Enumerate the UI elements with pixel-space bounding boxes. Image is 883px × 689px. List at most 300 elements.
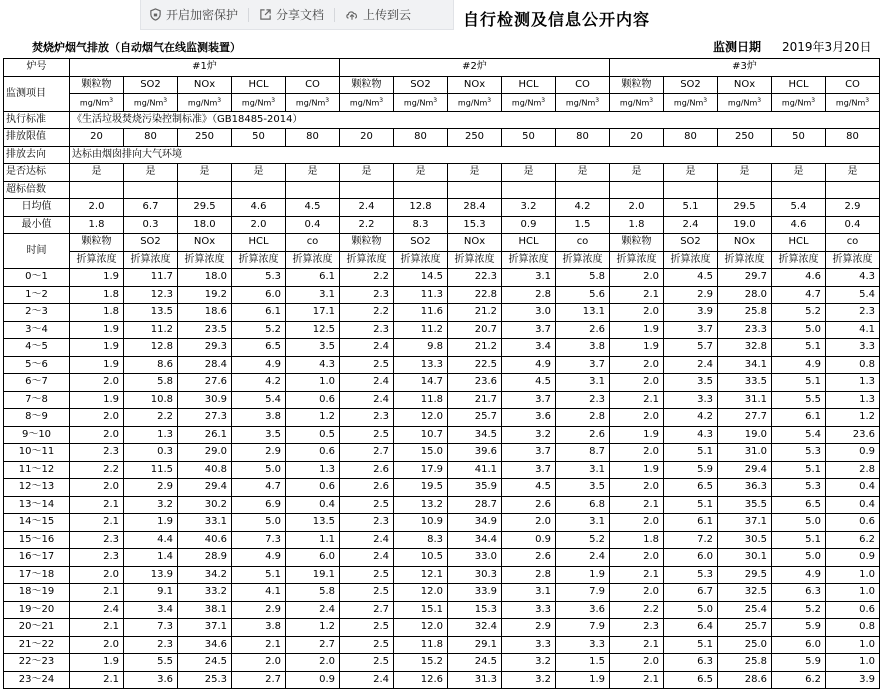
- pollutant-header: 颗粒物: [340, 76, 394, 94]
- limit-label: 排放限值: [4, 129, 70, 147]
- value-cell: 28.7: [448, 496, 502, 514]
- value-cell: 13.9: [124, 566, 178, 584]
- value-cell: 2.1: [610, 566, 664, 584]
- value-cell: 5.5: [124, 654, 178, 672]
- value-cell: 8.6: [124, 356, 178, 374]
- min-value: 18.0: [178, 216, 232, 234]
- pollutant-header: co: [556, 234, 610, 252]
- compliant-value: 是: [178, 164, 232, 182]
- value-cell: 2.8: [502, 286, 556, 304]
- daily-value: 4.6: [232, 199, 286, 217]
- value-cell: 14.7: [394, 374, 448, 392]
- value-cell: 0.9: [826, 444, 880, 462]
- value-cell: 2.4: [340, 531, 394, 549]
- limit-value: 20: [70, 129, 124, 147]
- conc-header: 折算浓度: [340, 251, 394, 269]
- value-cell: 13.5: [286, 514, 340, 532]
- standard-row: [4, 111, 880, 129]
- encrypt-button[interactable]: [141, 0, 246, 29]
- encrypt-label: 开启加密保护: [166, 8, 239, 22]
- value-cell: 6.5: [664, 671, 718, 689]
- value-cell: 5.0: [664, 601, 718, 619]
- value-cell: 0.9: [286, 671, 340, 689]
- toolbar-divider: [248, 8, 249, 22]
- value-cell: 30.3: [448, 566, 502, 584]
- value-cell: 3.3: [502, 601, 556, 619]
- value-cell: 25.3: [178, 671, 232, 689]
- value-cell: 2.2: [70, 461, 124, 479]
- unit-cell: [340, 94, 394, 112]
- table-subtitle: 焚烧炉烟气排放（自动烟气在线监测装置）: [32, 41, 241, 54]
- value-cell: 2.5: [340, 654, 394, 672]
- value-cell: 2.5: [340, 356, 394, 374]
- value-cell: 2.4: [556, 549, 610, 567]
- value-cell: 1.3: [826, 391, 880, 409]
- value-cell: 2.7: [232, 671, 286, 689]
- value-cell: 2.4: [340, 339, 394, 357]
- value-cell: 3.2: [502, 426, 556, 444]
- value-cell: 0.4: [286, 496, 340, 514]
- value-cell: 1.0: [826, 566, 880, 584]
- value-cell: 5.0: [772, 321, 826, 339]
- unit-text: mg/Nm: [133, 98, 164, 108]
- pollutant-header: SO2: [664, 76, 718, 94]
- value-cell: 2.4: [340, 374, 394, 392]
- value-cell: 6.3: [664, 654, 718, 672]
- exceed-row: [4, 181, 880, 199]
- value-cell: 4.2: [664, 409, 718, 427]
- value-cell: 3.4: [502, 339, 556, 357]
- value-cell: 22.8: [448, 286, 502, 304]
- conc-header: 折算浓度: [772, 251, 826, 269]
- pollutant-header: co: [826, 234, 880, 252]
- value-cell: 37.1: [718, 514, 772, 532]
- table-row: [4, 286, 880, 304]
- value-cell: 5.1: [664, 636, 718, 654]
- unit-text: mg/Nm: [457, 98, 488, 108]
- value-cell: 1.2: [286, 619, 340, 637]
- conc-header: 折算浓度: [70, 251, 124, 269]
- value-cell: 3.2: [502, 671, 556, 689]
- value-cell: 28.4: [178, 356, 232, 374]
- value-cell: 33.0: [448, 549, 502, 567]
- value-cell: 3.3: [502, 636, 556, 654]
- table-row: [4, 549, 880, 567]
- value-cell: 5.0: [772, 549, 826, 567]
- conc-header: 折算浓度: [232, 251, 286, 269]
- value-cell: 0.6: [286, 391, 340, 409]
- conc-header: 折算浓度: [394, 251, 448, 269]
- value-cell: 7.3: [124, 619, 178, 637]
- time-cell: 8～9: [4, 409, 70, 427]
- value-cell: 2.1: [610, 496, 664, 514]
- value-cell: 4.6: [772, 269, 826, 287]
- value-cell: 5.0: [772, 514, 826, 532]
- value-cell: 3.3: [664, 391, 718, 409]
- value-cell: 31.1: [718, 391, 772, 409]
- time-cell: 14～15: [4, 514, 70, 532]
- table-row: [4, 426, 880, 444]
- value-cell: 5.3: [232, 269, 286, 287]
- value-cell: 34.4: [448, 531, 502, 549]
- table-row: [4, 321, 880, 339]
- value-cell: 3.2: [502, 654, 556, 672]
- value-cell: 25.8: [718, 654, 772, 672]
- value-cell: 2.3: [70, 444, 124, 462]
- value-cell: 2.3: [70, 531, 124, 549]
- page-title: 自行检测及信息公开内容: [463, 10, 651, 29]
- value-cell: 2.1: [232, 636, 286, 654]
- limit-value: 80: [556, 129, 610, 147]
- value-cell: 2.5: [340, 584, 394, 602]
- value-cell: 4.3: [286, 356, 340, 374]
- value-cell: 15.0: [394, 444, 448, 462]
- unit-cell: [772, 94, 826, 112]
- min-value: 1.8: [70, 216, 124, 234]
- value-cell: 1.9: [610, 426, 664, 444]
- destination-text: 达标由烟囱排向大气环境: [70, 146, 880, 164]
- value-cell: 1.0: [826, 654, 880, 672]
- value-cell: 3.5: [556, 479, 610, 497]
- value-cell: 17.1: [286, 304, 340, 322]
- value-cell: 5.2: [772, 601, 826, 619]
- limit-value: 50: [772, 129, 826, 147]
- value-cell: 40.6: [178, 531, 232, 549]
- time-cell: 18～19: [4, 584, 70, 602]
- value-cell: 29.4: [178, 479, 232, 497]
- value-cell: 2.3: [340, 514, 394, 532]
- exceed-value: [340, 181, 394, 199]
- value-cell: 3.2: [124, 496, 178, 514]
- value-cell: 6.1: [286, 269, 340, 287]
- unit-text: mg/Nm: [835, 98, 866, 108]
- value-cell: 2.0: [610, 356, 664, 374]
- value-cell: 1.9: [70, 269, 124, 287]
- pollutant-header: CO: [286, 76, 340, 94]
- value-cell: 5.5: [772, 391, 826, 409]
- exceed-value: [718, 181, 772, 199]
- shield-icon: [149, 8, 162, 21]
- value-cell: 2.0: [610, 549, 664, 567]
- value-cell: 7.9: [556, 619, 610, 637]
- pollutant-header: 颗粒物: [610, 76, 664, 94]
- value-cell: 19.5: [394, 479, 448, 497]
- value-cell: 3.8: [556, 339, 610, 357]
- daily-value: 2.0: [610, 199, 664, 217]
- value-cell: 29.0: [178, 444, 232, 462]
- compliant-value: 是: [556, 164, 610, 182]
- table-row: [4, 496, 880, 514]
- value-cell: 1.9: [556, 671, 610, 689]
- value-cell: 13.1: [556, 304, 610, 322]
- time-cell: 10～11: [4, 444, 70, 462]
- pollutant-header: SO2: [394, 76, 448, 94]
- value-cell: 32.5: [718, 584, 772, 602]
- value-cell: 23.3: [718, 321, 772, 339]
- value-cell: 0.6: [826, 514, 880, 532]
- time-cell: 2～3: [4, 304, 70, 322]
- value-cell: 11.6: [394, 304, 448, 322]
- table-row: [4, 339, 880, 357]
- unit-cell: [718, 94, 772, 112]
- compliant-value: 是: [394, 164, 448, 182]
- standard-label: 执行标准: [4, 111, 70, 129]
- value-cell: 38.1: [178, 601, 232, 619]
- value-cell: 11.8: [394, 391, 448, 409]
- value-cell: 0.9: [826, 549, 880, 567]
- table-row: [4, 269, 880, 287]
- unit-superscript: 3: [703, 97, 708, 104]
- value-cell: 3.7: [502, 321, 556, 339]
- value-cell: 5.1: [664, 496, 718, 514]
- upload-cloud-button[interactable]: [337, 0, 419, 29]
- unit-superscript: 3: [163, 97, 168, 104]
- value-cell: 1.9: [70, 339, 124, 357]
- value-cell: 12.5: [286, 321, 340, 339]
- unit-text: mg/Nm: [403, 98, 434, 108]
- value-cell: 2.0: [70, 479, 124, 497]
- time-cell: 7～8: [4, 391, 70, 409]
- value-cell: 2.5: [340, 566, 394, 584]
- value-cell: 3.6: [124, 671, 178, 689]
- value-cell: 5.0: [232, 514, 286, 532]
- conc-header: 折算浓度: [556, 251, 610, 269]
- unit-row: [4, 94, 880, 112]
- value-cell: 3.7: [502, 461, 556, 479]
- value-cell: 3.5: [286, 339, 340, 357]
- unit-superscript: 3: [487, 97, 492, 104]
- value-cell: 4.5: [664, 269, 718, 287]
- value-cell: 1.9: [124, 514, 178, 532]
- value-cell: 21.7: [448, 391, 502, 409]
- value-cell: 5.2: [772, 304, 826, 322]
- unit-cell: [286, 94, 340, 112]
- value-cell: 1.0: [286, 374, 340, 392]
- unit-superscript: 3: [811, 97, 816, 104]
- share-button[interactable]: [251, 0, 332, 29]
- value-cell: 41.1: [448, 461, 502, 479]
- unit-text: mg/Nm: [295, 98, 326, 108]
- furnace-2: #2炉: [340, 59, 610, 77]
- table-row: [4, 601, 880, 619]
- unit-superscript: 3: [433, 97, 438, 104]
- value-cell: 2.0: [610, 654, 664, 672]
- value-cell: 37.1: [178, 619, 232, 637]
- exceed-value: [610, 181, 664, 199]
- min-value: 0.4: [826, 216, 880, 234]
- unit-text: mg/Nm: [241, 98, 272, 108]
- value-cell: 1.5: [556, 654, 610, 672]
- value-cell: 27.6: [178, 374, 232, 392]
- value-cell: 4.7: [772, 286, 826, 304]
- daily-value: 4.2: [556, 199, 610, 217]
- value-cell: 11.7: [124, 269, 178, 287]
- value-cell: 17.9: [394, 461, 448, 479]
- value-cell: 40.8: [178, 461, 232, 479]
- limit-value: 80: [124, 129, 178, 147]
- time-cell: 13～14: [4, 496, 70, 514]
- value-cell: 5.8: [556, 269, 610, 287]
- value-cell: 2.6: [340, 461, 394, 479]
- pollutant-header: HCL: [772, 234, 826, 252]
- value-cell: 2.1: [610, 391, 664, 409]
- table-row: [4, 584, 880, 602]
- limit-value: 20: [340, 129, 394, 147]
- compliant-value: 是: [826, 164, 880, 182]
- value-cell: 6.2: [772, 671, 826, 689]
- time-cell: 1～2: [4, 286, 70, 304]
- value-cell: 15.3: [448, 601, 502, 619]
- time-cell: 20～21: [4, 619, 70, 637]
- unit-text: mg/Nm: [349, 98, 380, 108]
- value-cell: 3.3: [826, 339, 880, 357]
- pollutant-header: HCL: [232, 76, 286, 94]
- value-cell: 12.0: [394, 409, 448, 427]
- pollutant-header: CO: [826, 76, 880, 94]
- value-cell: 1.2: [826, 409, 880, 427]
- daily-value: 3.2: [502, 199, 556, 217]
- conc-header: 折算浓度: [826, 251, 880, 269]
- min-value: 4.6: [772, 216, 826, 234]
- limit-row: [4, 129, 880, 147]
- value-cell: 11.3: [394, 286, 448, 304]
- value-cell: 12.3: [124, 286, 178, 304]
- compliant-row: [4, 164, 880, 182]
- value-cell: 25.8: [718, 304, 772, 322]
- value-cell: 22.5: [448, 356, 502, 374]
- value-cell: 2.1: [70, 584, 124, 602]
- value-cell: 1.8: [70, 304, 124, 322]
- date-label: 监测日期: [713, 40, 762, 54]
- value-cell: 3.8: [232, 409, 286, 427]
- value-cell: 34.2: [178, 566, 232, 584]
- table-row: [4, 374, 880, 392]
- table-row: [4, 654, 880, 672]
- value-cell: 2.0: [286, 654, 340, 672]
- pollutant-header: NOx: [178, 234, 232, 252]
- value-cell: 6.4: [664, 619, 718, 637]
- value-cell: 2.1: [70, 514, 124, 532]
- value-cell: 2.0: [502, 514, 556, 532]
- value-cell: 3.1: [502, 269, 556, 287]
- value-cell: 6.0: [664, 549, 718, 567]
- daily-value: 5.4: [772, 199, 826, 217]
- value-cell: 2.0: [610, 444, 664, 462]
- value-cell: 25.7: [448, 409, 502, 427]
- value-cell: 4.5: [502, 479, 556, 497]
- value-cell: 5.9: [772, 654, 826, 672]
- value-cell: 2.1: [70, 619, 124, 637]
- pollutant-header: NOx: [448, 76, 502, 94]
- unit-superscript: 3: [541, 97, 546, 104]
- value-cell: 2.4: [70, 601, 124, 619]
- value-cell: 5.1: [772, 531, 826, 549]
- value-cell: 33.2: [178, 584, 232, 602]
- value-cell: 5.8: [124, 374, 178, 392]
- value-cell: 2.5: [340, 496, 394, 514]
- value-cell: 1.9: [70, 356, 124, 374]
- compliant-value: 是: [340, 164, 394, 182]
- value-cell: 2.3: [340, 286, 394, 304]
- value-cell: 2.7: [340, 601, 394, 619]
- value-cell: 2.6: [502, 549, 556, 567]
- value-cell: 0.3: [124, 444, 178, 462]
- compliant-label: 是否达标: [4, 164, 70, 182]
- unit-superscript: 3: [649, 97, 654, 104]
- value-cell: 1.9: [70, 321, 124, 339]
- value-cell: 2.2: [124, 409, 178, 427]
- value-cell: 3.9: [826, 671, 880, 689]
- exceed-label: 超标倍数: [4, 181, 70, 199]
- value-cell: 2.6: [556, 426, 610, 444]
- pollutant-header: 颗粒物: [340, 234, 394, 252]
- value-cell: 2.1: [610, 636, 664, 654]
- value-cell: 4.1: [232, 584, 286, 602]
- daily-label: 日均值: [4, 199, 70, 217]
- pollutant-header: HCL: [502, 76, 556, 94]
- value-cell: 5.4: [772, 426, 826, 444]
- exceed-value: [448, 181, 502, 199]
- time-cell: 22～23: [4, 654, 70, 672]
- limit-value: 250: [178, 129, 232, 147]
- value-cell: 2.0: [610, 479, 664, 497]
- value-cell: 6.9: [232, 496, 286, 514]
- value-cell: 25.7: [718, 619, 772, 637]
- unit-cell: [178, 94, 232, 112]
- pollutant-header: NOx: [448, 234, 502, 252]
- value-cell: 3.1: [556, 461, 610, 479]
- daily-value: 2.4: [340, 199, 394, 217]
- table-row: [4, 671, 880, 689]
- value-cell: 12.8: [124, 339, 178, 357]
- unit-text: mg/Nm: [79, 98, 110, 108]
- exceed-value: [826, 181, 880, 199]
- pollutant-header: CO: [556, 76, 610, 94]
- pollutant-header: SO2: [124, 234, 178, 252]
- value-cell: 2.0: [70, 409, 124, 427]
- value-cell: 34.5: [448, 426, 502, 444]
- table-row: [4, 479, 880, 497]
- compliant-value: 是: [772, 164, 826, 182]
- value-cell: 0.8: [826, 619, 880, 637]
- value-cell: 1.0: [826, 636, 880, 654]
- daily-row: [4, 199, 880, 217]
- value-cell: 2.0: [610, 514, 664, 532]
- value-cell: 6.5: [232, 339, 286, 357]
- value-cell: 19.0: [718, 426, 772, 444]
- value-cell: 2.1: [70, 671, 124, 689]
- value-cell: 5.0: [232, 461, 286, 479]
- time-cell: 0～1: [4, 269, 70, 287]
- value-cell: 2.0: [70, 374, 124, 392]
- table-row: [4, 304, 880, 322]
- value-cell: 10.9: [394, 514, 448, 532]
- value-cell: 5.1: [664, 444, 718, 462]
- unit-superscript: 3: [109, 97, 114, 104]
- value-cell: 2.9: [502, 619, 556, 637]
- value-cell: 3.6: [556, 601, 610, 619]
- limit-value: 80: [286, 129, 340, 147]
- value-cell: 1.3: [826, 374, 880, 392]
- value-cell: 4.1: [826, 321, 880, 339]
- unit-cell: [232, 94, 286, 112]
- value-cell: 2.2: [340, 304, 394, 322]
- value-cell: 2.2: [610, 601, 664, 619]
- unit-text: mg/Nm: [727, 98, 758, 108]
- value-cell: 0.5: [286, 426, 340, 444]
- table-row: [4, 514, 880, 532]
- unit-cell: [448, 94, 502, 112]
